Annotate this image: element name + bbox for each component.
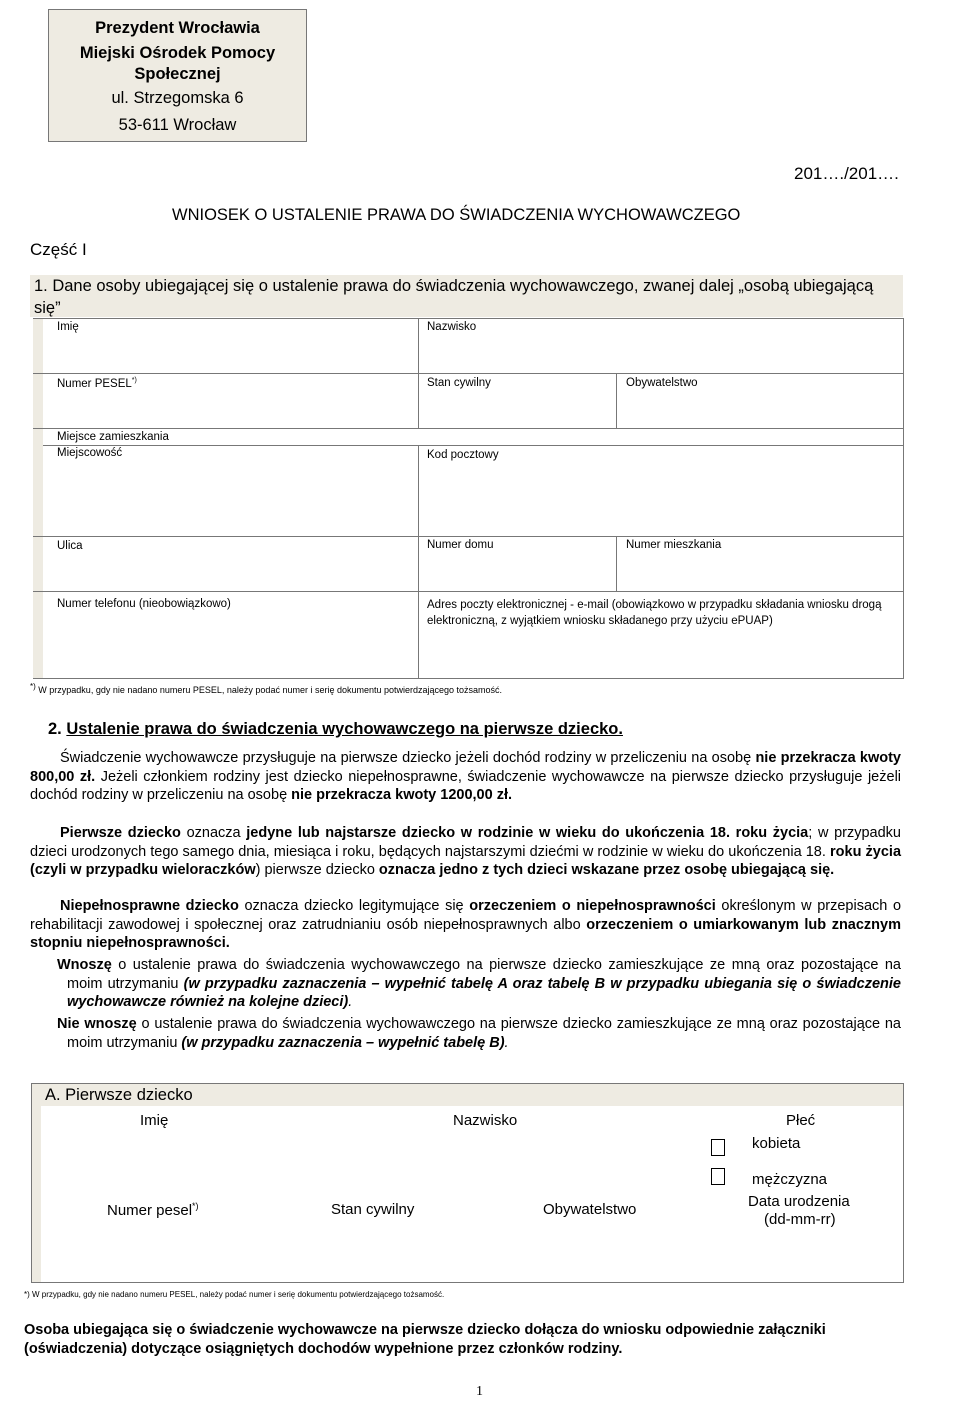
recipient-box [48, 9, 307, 142]
birth-date-label: Data urodzenia [748, 1193, 850, 1210]
child-pesel-label: Numer pesel*) [107, 1201, 199, 1219]
child-citizenship-label: Obywatelstwo [543, 1201, 637, 1218]
row-divider [33, 591, 904, 592]
column-divider [616, 373, 617, 428]
male-label: mężczyzna [752, 1171, 828, 1188]
row-divider [33, 373, 904, 374]
table-a-title: A. Pierwsze dziecko [45, 1086, 193, 1104]
table-gutter [32, 1106, 41, 1282]
row-divider [33, 428, 904, 429]
disabled-child-definition: Niepełnosprawne dziecko oznacza dziecko legitymujące się orzeczeniem o niepełnosprawności określonym w przepisach o rehabilitacji zawodowej i społecznej oraz zatrudnianiu osób niepełnosprawnych albo orzeczeniem o umiarkowanym lub znacznym stopniu niepełnosprawności. [30, 898, 902, 951]
residence-label: Miejsce zamieszkania [57, 431, 169, 443]
birth-date-format: (dd-mm-rr) [764, 1211, 836, 1228]
marital-status-label: Stan cywilny [427, 377, 491, 389]
row-divider [33, 536, 904, 537]
child-first-name-label: Imię [140, 1112, 169, 1129]
income-threshold-paragraph: Świadczenie wychowawcze przysługuje na pierwsze dziecko jeżeli dochód rodziny w przeliczeniu na osobę nie przekracza kwoty 800,00 zł. Jeżeli członkiem rodziny jest dziecko niepełnosprawne, świadczenie wychowawcze na pierwsze dziecko przysługuje jeżeli dochód rodziny w przeliczeniu na osobę nie przekracza kwoty 1200,00 zł. [30, 750, 902, 803]
house-number-label: Numer domu [427, 539, 494, 551]
not-apply-option-paragraph: Nie wnoszę o ustalenie prawa do świadczenia wychowawczego na pierwsze dziecko zamieszkujące ze mną oraz pozostające na moim utrzymaniu (w przypadku zaznaczenia – wypełnić tabelę B). [57, 1016, 901, 1051]
column-divider [418, 318, 419, 428]
column-divider [418, 445, 419, 679]
section-1-heading: 1. Dane osoby ubiegającej się o ustalenie prawa do świadczenia wychowawczego, zwanej dalej „osobą ubiegającą się” [34, 277, 874, 317]
child-marital-status-label: Stan cywilny [331, 1201, 415, 1218]
apartment-number-label: Numer mieszkania [626, 539, 722, 551]
section-2-heading: 2. Ustalenie prawa do świadczenia wychowawczego na pierwsze dziecko. [48, 720, 623, 738]
postal-code-label: Kod pocztowy [427, 449, 499, 461]
part-label: Część I [30, 240, 87, 259]
pesel-label: Numer PESEL*) [57, 377, 137, 390]
first-child-definition: Pierwsze dziecko oznacza jedyne lub najstarsze dziecko w rodzinie w wieku do ukończenia 18. roku życia; w przypadku dzieci urodzonych tego samego dnia, miesiąca i roku, będących najstarszymi dziećmi w rodzinie w wieku do ukończenia 18. roku życia (czyli w przypadku wieloraczków) pierwsze dziecko oznacza jedno z tych dzieci wskazane przez osobę ubiegającą się. [30, 825, 902, 878]
female-label: kobieta [752, 1135, 801, 1152]
recipient-line-2: Miejski Ośrodek Pomocy Społecznej [79, 44, 276, 83]
first-name-label: Imię [57, 321, 79, 333]
year-field: 201…./201…. [794, 164, 899, 183]
column-divider [616, 536, 617, 591]
city-label: Miejscowość [57, 447, 123, 459]
email-label: Adres poczty elektronicznej - e-mail (obowiązkowo w przypadku składania wniosku drogą elektroniczną, z wyjątkiem wniosku składanego przy użyciu ePUAP) [427, 599, 882, 627]
apply-option-paragraph: Wnoszę o ustalenie prawa do świadczenia wychowawczego na pierwsze dziecko zamieszkujące ze mną oraz pozostające na moim utrzymaniu (w przypadku zaznaczenia – wypełnić tabelę A oraz tabelę B w przypadku ubiegania się o świadczenie wychowawcze również na kolejne dzieci). [57, 957, 901, 1010]
recipient-line-1: Prezydent Wrocławia [95, 19, 260, 37]
child-sex-label: Płeć [786, 1112, 816, 1129]
attachments-note: Osoba ubiegająca się o świadczenie wychowawcze na pierwsze dziecko dołącza do wniosku odpowiednie załączniki (oświadczenia) dotyczące osiągniętych dochodów wypełnione przez członków rodziny. [24, 1322, 826, 1357]
page-number: 1 [476, 1384, 483, 1399]
recipient-line-3: ul. Strzegomska 6 [111, 89, 244, 107]
row-divider [43, 445, 904, 446]
last-name-label: Nazwisko [427, 321, 477, 333]
child-pesel-footnote: *) W przypadku, gdy nie nadano numeru PESEL, należy podać numer i serię dokumentu potwierdzającego tożsamość. [24, 1290, 445, 1299]
street-label: Ulica [57, 540, 83, 552]
pesel-footnote: *) W przypadku, gdy nie nadano numeru PESEL, należy podać numer i serię dokumentu potwierdzającego tożsamość. [30, 682, 503, 695]
recipient-line-4: 53-611 Wrocław [118, 116, 237, 134]
child-last-name-label: Nazwisko [453, 1112, 518, 1129]
phone-label: Numer telefonu (nieobowiązkowo) [57, 598, 231, 610]
citizenship-label: Obywatelstwo [626, 377, 698, 389]
form-title: WNIOSEK O USTALENIE PRAWA DO ŚWIADCZENIA WYCHOWAWCZEGO [172, 206, 741, 224]
male-checkbox[interactable] [711, 1168, 725, 1185]
female-checkbox[interactable] [711, 1139, 725, 1156]
